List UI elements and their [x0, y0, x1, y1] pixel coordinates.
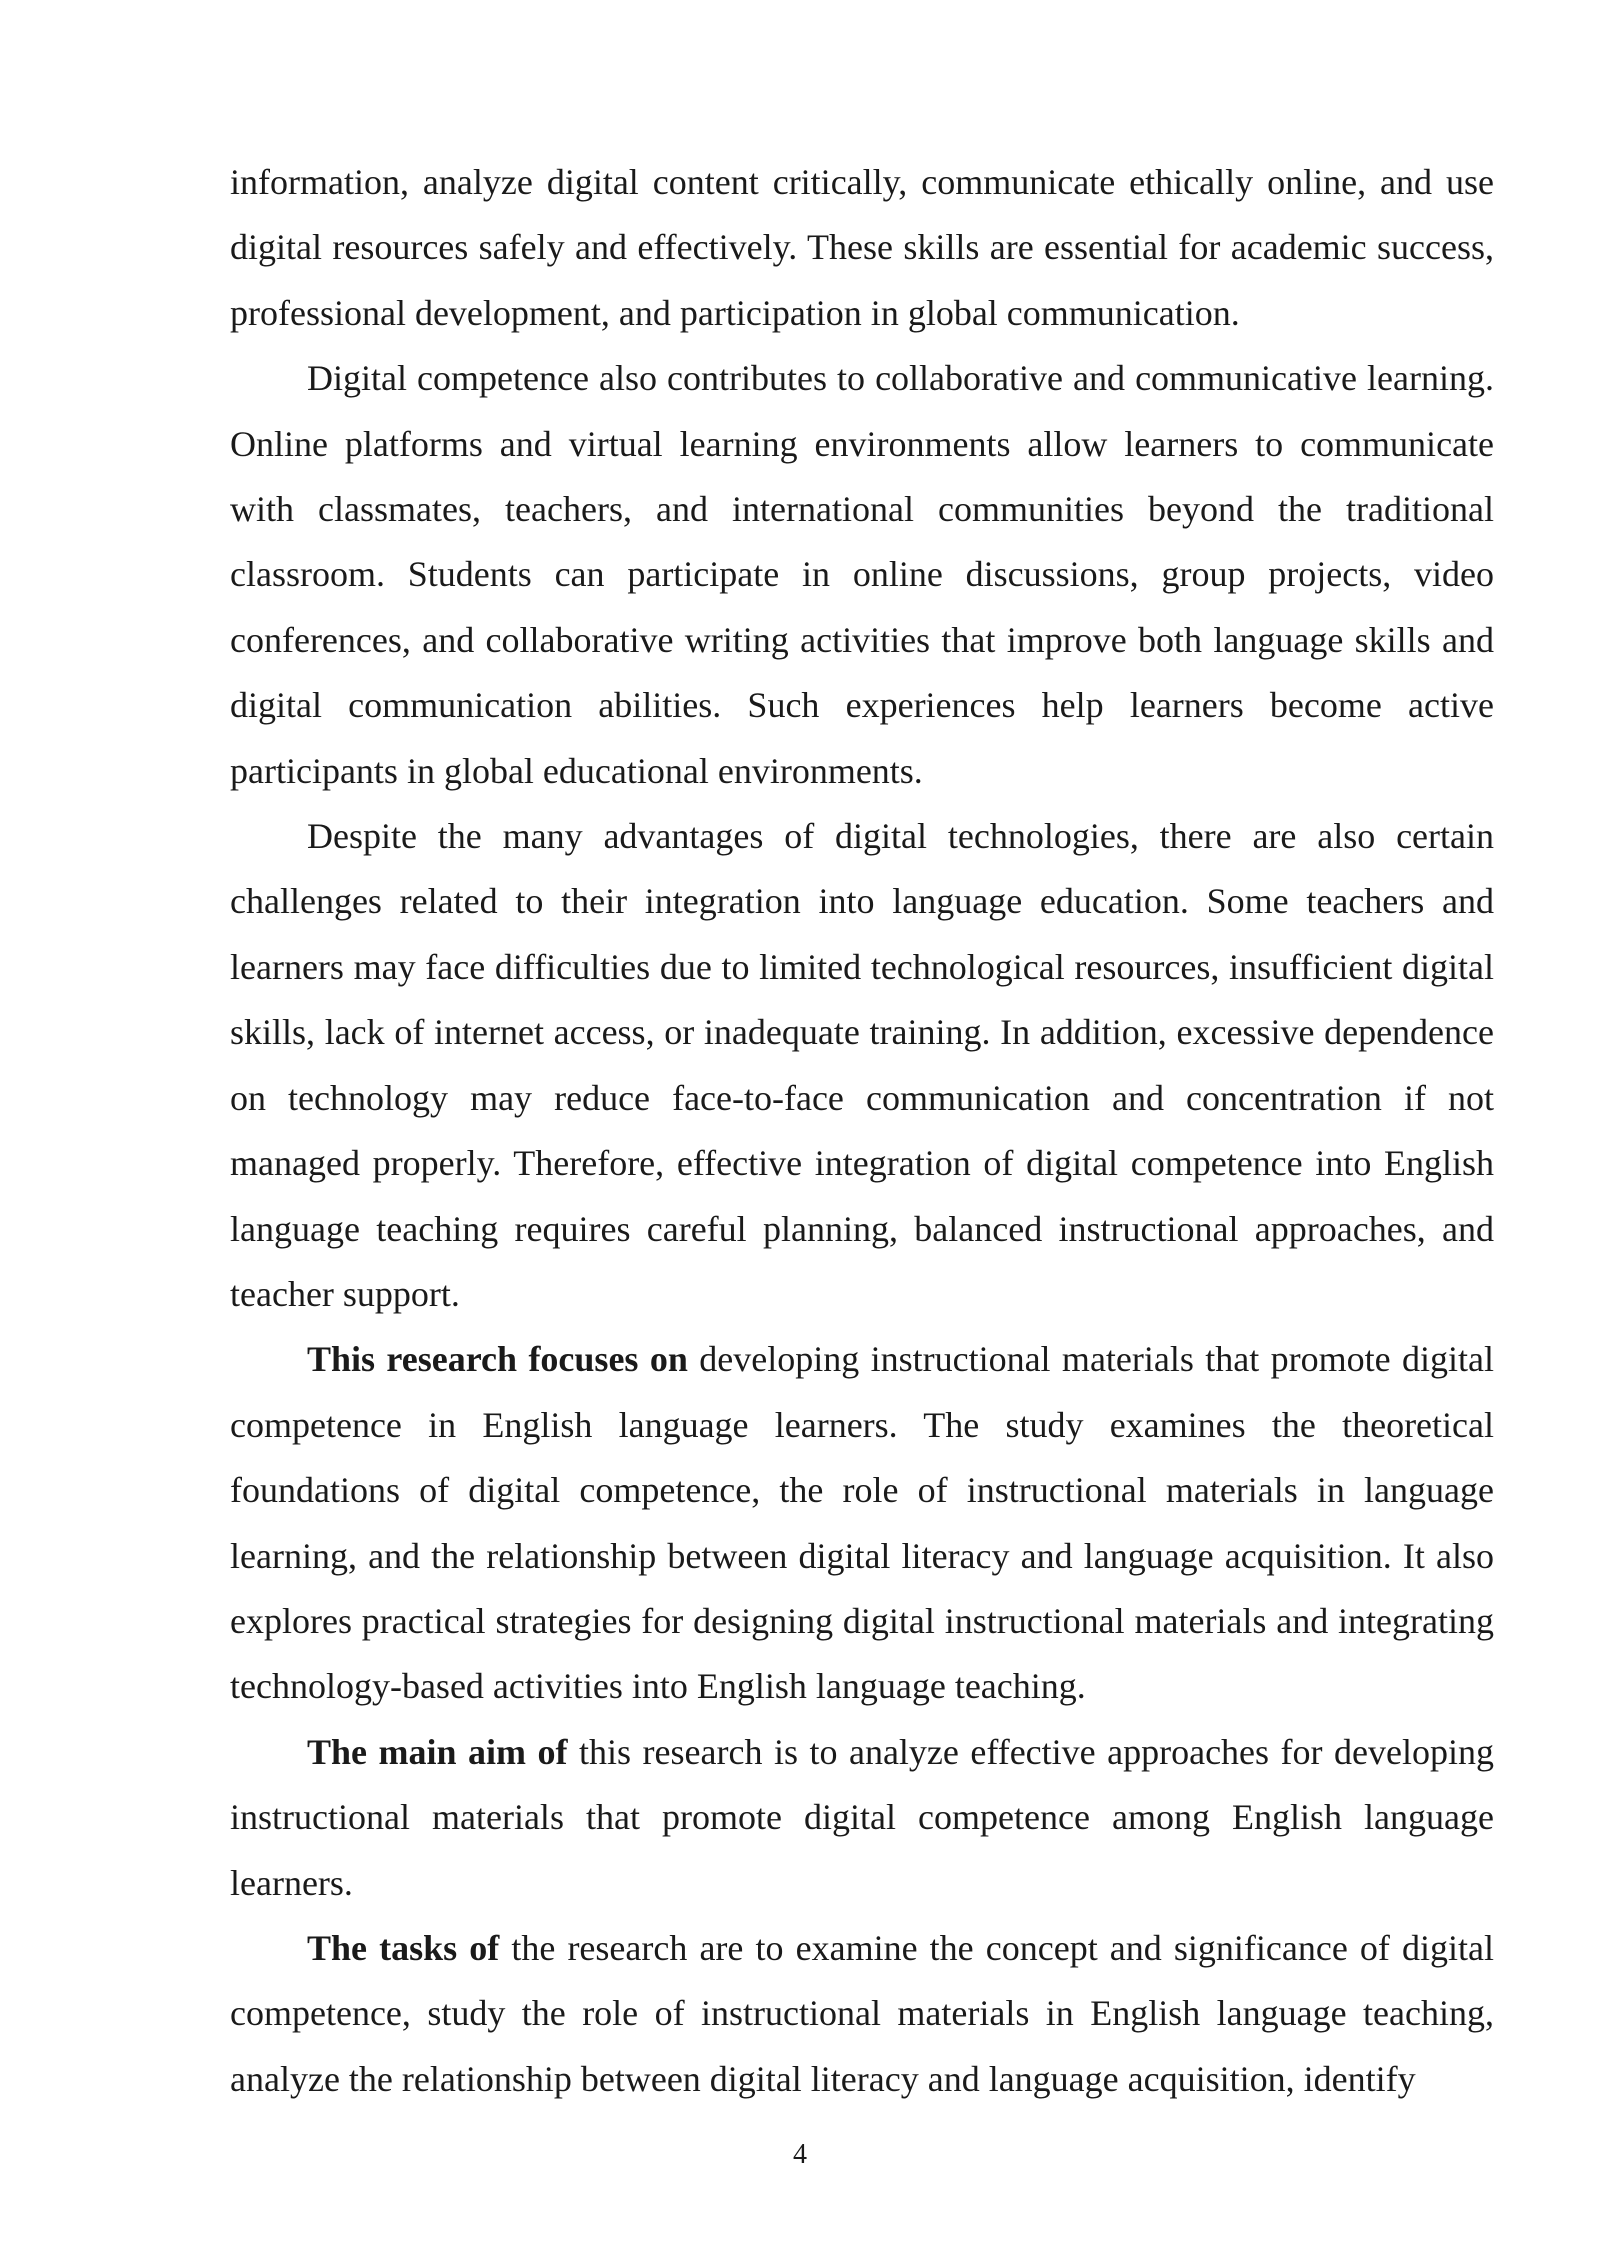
paragraph-text: Digital competence also contributes to collaborative and communicative learning. Online platforms and virtual learning environments allow learners to communicate with classmates, teachers, and international communities beyond the traditional classroom. Students can participate in online discussions, group projects, video conferences, and collaborative writing activities that improve both language skills and digital communication abilities. Such experiences help learners become active participants in global educational environments.	[230, 358, 1494, 791]
paragraph-text: developing instructional materials that promote digital competence in English language learners. The study examines the theoretical foundations of digital competence, the role of instructional materials in language learning, and the relationship between digital literacy and language acquisition. It also explores practical strategies for designing digital instructional materials and integrating technology-based activities into English language teaching.	[230, 1339, 1494, 1707]
paragraph-main-aim	[230, 1720, 1494, 1916]
paragraph-lead-bold: This research focuses on	[307, 1339, 688, 1380]
paragraph-lead-bold: The tasks of	[307, 1927, 500, 1968]
paragraph-lead-bold: The main aim of	[307, 1731, 568, 1772]
page-number: 4	[793, 2139, 807, 2170]
paragraph-tasks	[230, 1916, 1494, 2112]
paragraph-text: this research is to analyze effective approaches for developing instructional materials that promote digital competence among English language learners.	[230, 1731, 1494, 1903]
paragraph-text: the research are to examine the concept and significance of digital competence, study the role of instructional materials in English language teaching, analyze the relationship between digital literacy and language acquisition, identify	[230, 1927, 1494, 2099]
page-body	[230, 150, 1494, 2112]
paragraph-challenges	[230, 804, 1494, 1327]
paragraph-continuation	[230, 150, 1494, 346]
paragraph-research-focus	[230, 1327, 1494, 1719]
paragraph-text: Despite the many advantages of digital technologies, there are also certain challenges related to their integration into language education. Some teachers and learners may face difficulties due to limited technological resources, insufficient digital skills, lack of internet access, or inadequate training. In addition, excessive dependence on technology may reduce face-to-face communication and concentration if not managed properly. Therefore, effective integration of digital competence into English language teaching requires careful planning, balanced instructional approaches, and teacher support.	[230, 816, 1494, 1314]
paragraph-text: information, analyze digital content critically, communicate ethically online, and use digital resources safely and effectively. These skills are essential for academic success, professional development, and participation in global communication.	[230, 162, 1494, 333]
paragraph-collaborative-learning	[230, 346, 1494, 804]
